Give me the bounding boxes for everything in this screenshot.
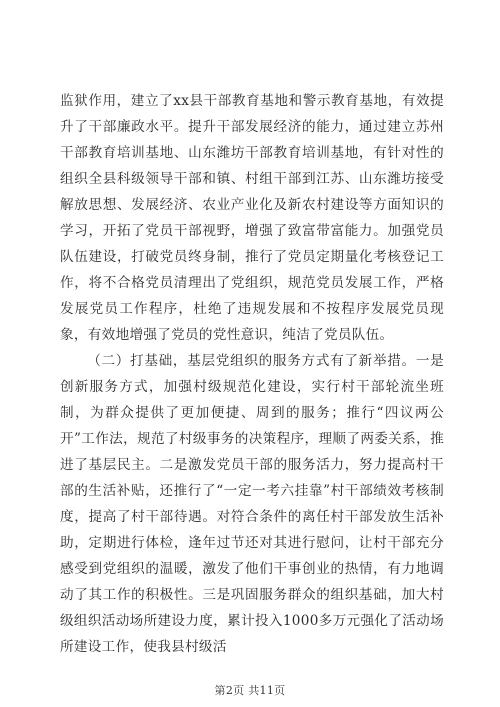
document-body [60,88,444,660]
page-footer: 第2页 共11页 [214,684,286,697]
paragraph-2: （二）打基础，基层党组织的服务方式有了新举措。一是创新服务方式，加强村级规范化建设，实行村干部轮流坐班制，为群众提供了更加便捷、周到的服务；推行“四议两公开”工作法，规范了村级事务的决策程序，理顺了两委关系，推进了基层民主。二是激发党员干部的服务活力，努力提高村干部的生活补贴，还推行了“一定一考六挂靠”村干部绩效考核制度，提高了村干部待遇。对符合条件的离任村干部发放生活补助，定期进行体检，逢年过节还对其进行慰问，让村干部充分感受到党组织的温暖，激发了他们干事创业的热情，有力地调动了其工作的积极性。三是巩固服务群众的组织基础，加大村级组织活动场所建设力度，累计投入1000多万元强化了活动场所建设工作，使我县村级活 [60,353,444,655]
paragraph-1: 监狱作用，建立了xx县干部教育基地和警示教育基地，有效提升了干部廉政水平。提升干部发展经济的能力，通过建立苏州干部教育培训基地、山东潍坊干部教育培训基地，有针对性的组织全县科级领导干部和镇、村组干部到江苏、山东潍坊接受解放思想、发展经济、农业产业化及新农村建设等方面知识的学习，开拓了党员干部视野，增强了致富带富能力。加强党员队伍建设，打破党员终身制，推行了党员定期量化考核登记工作，将不合格党员清理出了党组织，规范党员发展工作，严格发展党员工作程序，杜绝了违规发展和不按程序发展党员现象，有效地增强了党员的党性意识，纯洁了党员队伍。 [60,93,444,343]
